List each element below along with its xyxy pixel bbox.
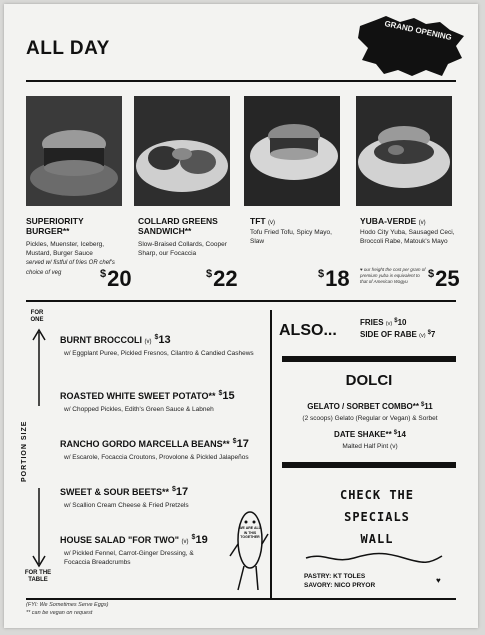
currency-sign: $ — [206, 268, 213, 280]
pickle-mascot-illustration — [228, 504, 272, 594]
price-value: 20 — [107, 266, 132, 291]
dolci-top-rule — [282, 356, 456, 362]
dolci-bottom-rule — [282, 462, 456, 468]
price-value: 13 — [158, 334, 171, 346]
dolci-item-shake — [284, 430, 456, 439]
dish-name-collard: COLLARD GREENS SANDWICH** — [138, 216, 218, 236]
specials-line: CHECK THE — [339, 488, 415, 502]
currency-sign: $ — [232, 438, 237, 445]
plate-name-text: RANCHO GORDO MARCELLA BEANS** — [60, 439, 230, 449]
plate-desc-beans: w/ Escarole, Focaccia Croutons, Provolone & Pickled Jalapeños — [64, 454, 249, 461]
column-divider — [270, 310, 272, 598]
also-item-name: SIDE OF RABE — [360, 330, 417, 339]
price-value: 19 — [195, 534, 208, 546]
dish-desc-yuba: Hodo City Yuba, Sausaged Ceci, Broccoli Rabe, Matouk's Mayo — [360, 229, 455, 245]
currency-sign: $ — [100, 268, 107, 280]
plate-price — [219, 390, 235, 402]
dish-desc-text: Pickles, Muenster, Iceberg, Mustard, Burger Sauce — [26, 241, 105, 257]
plate-name-text: ROASTED WHITE SWEET POTATO** — [60, 391, 216, 401]
price-value: 18 — [325, 266, 350, 291]
dish-name-burger: SUPERIORITY BURGER** — [26, 216, 84, 236]
specials-line: WALL — [360, 532, 394, 546]
plate-name-beets — [60, 486, 188, 498]
dish-price-tft — [318, 266, 350, 292]
chef-credits — [304, 572, 375, 590]
heart-icon: ♥ — [436, 576, 441, 585]
price-value: 14 — [397, 430, 406, 439]
also-title: ALSO... — [279, 322, 337, 339]
dish-photo-burger — [26, 96, 122, 206]
dish-photo-yuba — [356, 96, 452, 206]
dish-desc-tft: Tofu Fried Tofu, Spicy Mayo, Slaw — [250, 229, 332, 245]
dish-price-collard — [206, 266, 238, 292]
currency-sign: $ — [394, 318, 398, 324]
price-value: 10 — [397, 318, 407, 327]
dish-name-text: YUBA-VERDE — [360, 216, 417, 226]
portion-top-label: FOR ONE — [30, 310, 44, 323]
also-item-name: FRIES — [360, 318, 384, 327]
dish-desc-collard: Slow-Braised Collards, Cooper Sharp, our Focaccia — [138, 241, 227, 257]
also-item-fries — [360, 318, 406, 327]
plate-name-salad — [60, 534, 208, 546]
dish-name-text: TFT — [250, 216, 266, 226]
plate-name-text: HOUSE SALAD "FOR TWO" — [60, 535, 180, 545]
grand-opening-text: GRAND OPENING — [383, 18, 453, 43]
currency-sign: $ — [420, 402, 425, 408]
vegan-tag: (v) — [385, 321, 393, 327]
price-value: 17 — [236, 438, 249, 450]
specials-line: SPECIALS — [344, 510, 410, 524]
price-value: 25 — [435, 266, 460, 291]
currency-sign: $ — [393, 430, 398, 436]
pastry-credit: PASTRY: KT TOLES — [304, 573, 366, 580]
plate-desc-salad: w/ Pickled Fennel, Carrot-Ginger Dressing, & Focaccia Breadcrumbs — [64, 550, 194, 566]
plate-name-sweet-potato — [60, 390, 235, 402]
plate-price — [172, 486, 188, 498]
currency-sign: $ — [191, 534, 196, 541]
plate-name-text: BURNT BROCCOLI — [60, 335, 142, 345]
dolci-item-gelato — [284, 402, 456, 411]
vegan-tag: (v) — [267, 220, 275, 226]
currency-sign: $ — [218, 390, 223, 397]
menu-title: ALL DAY — [26, 38, 110, 59]
dolci-desc-shake: Malted Half Pint (v) — [342, 443, 398, 450]
plate-name-broccoli — [60, 334, 171, 346]
portion-arrow — [32, 328, 46, 568]
price-value: 7 — [430, 330, 436, 339]
price-value: 11 — [424, 402, 433, 411]
plate-desc-sweet-potato: w/ Chopped Pickles, Edith's Green Sauce & Labneh — [64, 406, 214, 413]
section-rule — [26, 300, 456, 302]
price-value: 22 — [213, 266, 238, 291]
vegan-tag: (v) — [419, 333, 426, 339]
plate-desc-beets: w/ Scallion Cream Cheese & Fried Pretzels — [64, 502, 189, 509]
portion-bottom-label: FOR THE TABLE — [24, 570, 52, 583]
vegan-tag: (v) — [418, 220, 426, 226]
currency-sign: $ — [427, 330, 431, 336]
footnote-eggs: (FYI: We Sometimes Serve Eggs) — [26, 602, 109, 608]
also-item-rabe — [360, 330, 435, 339]
footnote-vegan: ** can be vegan on request — [26, 610, 93, 616]
footnotes — [26, 601, 108, 617]
dish-photo-tft — [244, 96, 340, 206]
specials-wall-note — [302, 484, 452, 550]
currency-sign: $ — [154, 334, 159, 341]
yuba-note: ♥ our freight the cost per gram of premium yuba is equivalent to that of American Wagyu — [360, 267, 426, 284]
dish-price-burger — [100, 266, 132, 292]
squiggle-divider — [304, 552, 444, 564]
dish-name-yuba — [360, 216, 460, 228]
plate-price — [192, 534, 208, 546]
currency-sign: $ — [172, 486, 176, 493]
menu-sheet — [4, 4, 478, 628]
plate-price — [233, 438, 249, 450]
dolci-desc-gelato: (2 scoops) Gelato (Regular or Vegan) & Sorbet — [302, 415, 438, 422]
price-value: 17 — [175, 486, 189, 498]
dish-note: served w/ fistful of fries OR chef's choice of veg — [26, 260, 115, 276]
plate-name-beans — [60, 438, 249, 450]
plate-desc-broccoli: w/ Eggplant Puree, Pickled Fresnos, Cilantro & Candied Cashews — [64, 350, 254, 357]
header-rule — [26, 80, 456, 82]
currency-sign: $ — [318, 268, 325, 280]
dish-photo-collard — [134, 96, 230, 206]
plate-name-text: SWEET & SOUR BEETS** — [60, 487, 170, 497]
vegan-tag: (v) — [181, 539, 189, 545]
portion-size-label: PORTION SIZE — [21, 420, 28, 482]
dish-price-yuba — [428, 266, 460, 292]
footer-rule — [26, 598, 456, 600]
price-value: 15 — [222, 390, 235, 402]
dish-name-tft — [250, 216, 340, 228]
dolci-item-name: DATE SHAKE** — [334, 430, 392, 439]
dolci-item-name: GELATO / SORBET COMBO** — [307, 402, 419, 411]
savory-credit: SAVORY: NICO PRYOR — [304, 582, 376, 589]
vegan-tag: (v) — [144, 339, 152, 345]
currency-sign: $ — [428, 268, 435, 280]
dolci-title: DOLCI — [345, 372, 393, 389]
mascot-text: WE ARE ALL IN THIS TOGETHER — [239, 526, 261, 539]
plate-price — [155, 334, 171, 346]
